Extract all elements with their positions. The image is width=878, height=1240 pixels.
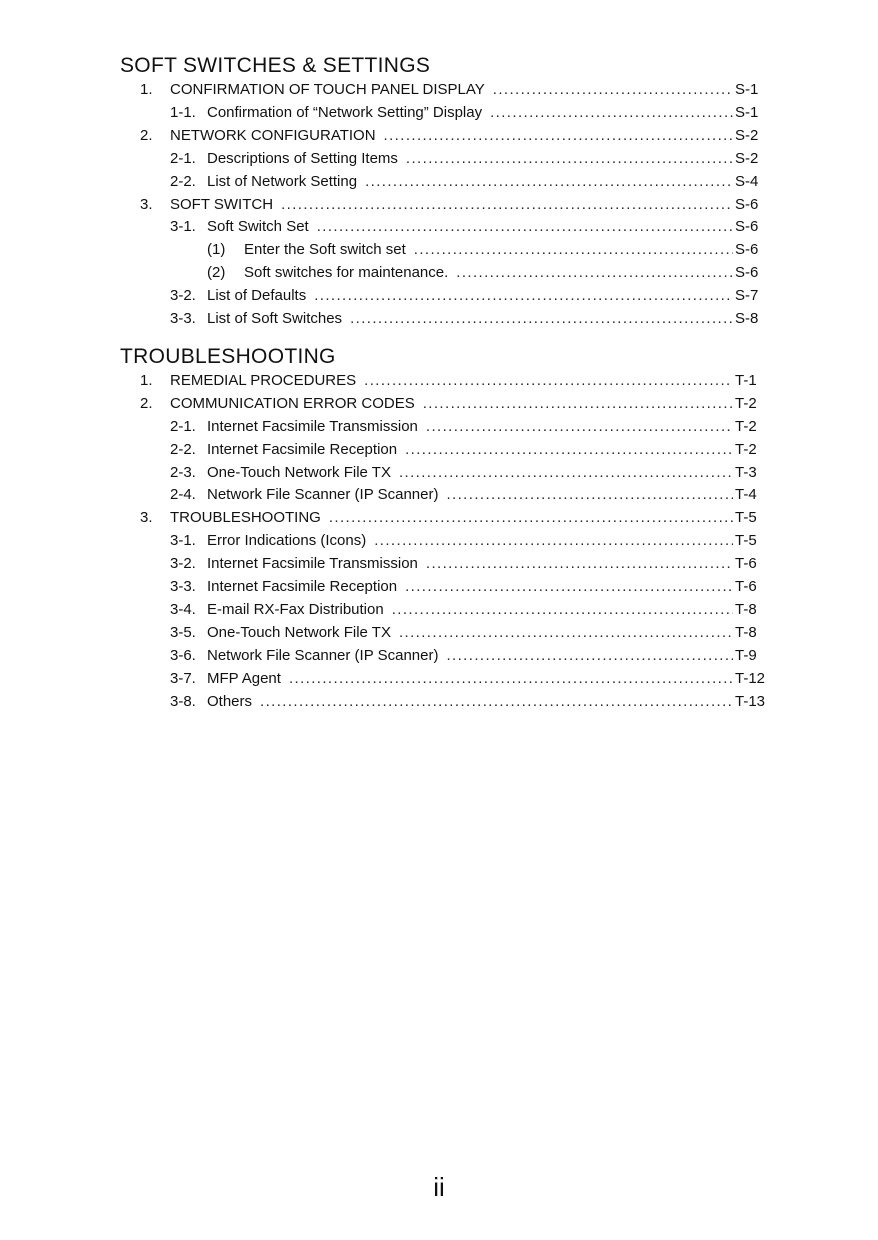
toc-entry-title: Soft Switch Set (207, 218, 309, 236)
toc-entry-page: T-2 (735, 394, 757, 412)
toc-entry-number: 2-1. (170, 417, 196, 435)
dot-leader (399, 623, 733, 643)
dot-leader (317, 217, 733, 237)
toc-entry-number: 2-3. (170, 463, 196, 481)
toc-entry-title: Network File Scanner (IP Scanner) (207, 646, 439, 664)
toc-entry-title: COMMUNICATION ERROR CODES (170, 394, 415, 412)
dot-leader (426, 554, 733, 574)
toc-entry-page: S-6 (735, 264, 759, 282)
dot-leader (493, 80, 733, 100)
toc-entry-title: NETWORK CONFIGURATION (170, 126, 376, 144)
toc-entry-number: 2. (140, 394, 153, 412)
toc-entry-page: T-8 (735, 623, 757, 641)
toc-entry-title: One-Touch Network File TX (207, 623, 391, 641)
dot-leader (314, 286, 733, 306)
toc-entry-number: 2-2. (170, 172, 196, 190)
toc-entry[interactable] (170, 309, 775, 329)
toc-entry-number: 3-7. (170, 669, 196, 687)
toc-entry[interactable] (170, 103, 775, 123)
toc-entry-page: T-5 (735, 509, 757, 527)
toc-entry-page: T-8 (735, 600, 757, 618)
toc-entry-number: 1-1. (170, 103, 196, 121)
toc-entry-title: REMEDIAL PROCEDURES (170, 371, 357, 389)
toc-entry[interactable] (170, 577, 775, 597)
toc-entry-title: Descriptions of Setting Items (207, 149, 398, 167)
toc-entry-title: Network File Scanner (IP Scanner) (207, 486, 439, 504)
toc-entry-page: S-6 (735, 241, 759, 259)
toc-entry[interactable] (170, 692, 775, 712)
toc-entry-page: S-1 (735, 103, 759, 121)
dot-leader (423, 394, 733, 414)
toc-entry[interactable] (170, 623, 775, 643)
toc-entry-page: T-6 (735, 578, 757, 595)
toc-entry-title: Soft switches for maintenance. (244, 264, 449, 282)
toc-entry-page: T-12 (735, 669, 766, 687)
toc-entry-title: List of Soft Switches (207, 310, 343, 327)
toc-entry-page: S-8 (735, 310, 759, 327)
dot-leader (406, 149, 733, 169)
toc-entry-page: T-1 (735, 371, 757, 389)
toc-entry[interactable] (170, 463, 775, 483)
dot-leader (490, 103, 733, 123)
toc-entry-page: S-7 (735, 287, 759, 305)
dot-leader (384, 126, 733, 146)
toc-entry-number: 3-4. (170, 600, 196, 618)
toc-entry-number: 3-5. (170, 623, 196, 641)
toc-entry-title: Others (207, 692, 253, 710)
toc-entry-title: Internet Facsimile Reception (207, 440, 398, 458)
page-number: ii (433, 1172, 445, 1202)
dot-leader (399, 463, 733, 483)
toc-entry-page: S-6 (735, 195, 759, 213)
toc-entry-page: S-2 (735, 149, 759, 167)
toc-entry-page: S-2 (735, 126, 759, 144)
toc-entry[interactable] (170, 440, 775, 460)
dot-leader (281, 195, 733, 215)
dot-leader (364, 371, 733, 391)
toc-entry[interactable] (140, 195, 775, 215)
toc-entry-number: 3-2. (170, 555, 196, 573)
toc-entry-number: 3-3. (170, 578, 196, 595)
toc-entry-page: S-6 (735, 218, 759, 236)
toc-entry-title: Error Indications (Icons) (207, 532, 367, 550)
toc-entry-title: CONFIRMATION OF TOUCH PANEL DISPLAY (170, 81, 485, 98)
toc-entry-title: One-Touch Network File TX (207, 463, 391, 481)
toc-entry[interactable] (140, 371, 775, 391)
toc-entry-title: List of Network Setting (207, 172, 358, 190)
dot-leader (446, 485, 733, 505)
toc-entry-number: 3. (140, 509, 153, 527)
toc-entry-page: T-4 (735, 486, 757, 504)
dot-leader (446, 646, 733, 666)
dot-leader (414, 240, 733, 260)
toc-entry-number: 2-4. (170, 486, 196, 504)
toc-entry-title: E-mail RX-Fax Distribution (207, 600, 384, 618)
toc-entry-title: SOFT SWITCH (170, 195, 274, 213)
toc-entry-page: T-2 (735, 417, 757, 435)
toc-entry[interactable] (170, 669, 775, 689)
toc-entry-page: T-5 (735, 532, 757, 550)
toc-entry[interactable] (207, 263, 775, 283)
dot-leader (374, 531, 733, 551)
toc-entry[interactable] (170, 600, 775, 620)
toc-entry-number: 3-8. (170, 692, 196, 710)
toc-entry[interactable] (170, 554, 775, 574)
toc-entry[interactable] (207, 240, 775, 260)
dot-leader (426, 417, 733, 437)
section-heading: TROUBLESHOOTING (120, 344, 336, 368)
toc-entry[interactable] (140, 394, 775, 414)
toc-entry-number: 2-2. (170, 440, 196, 458)
toc-entry-page: T-6 (735, 555, 757, 573)
dot-leader (365, 172, 733, 192)
toc-entry[interactable] (140, 508, 775, 528)
toc-entry[interactable] (140, 80, 775, 100)
toc-entry[interactable] (170, 417, 775, 437)
dot-leader (329, 508, 733, 528)
toc-entry-number: 2-1. (170, 149, 196, 167)
toc-entry[interactable] (170, 286, 775, 306)
dot-leader (405, 440, 733, 460)
toc-entry[interactable] (170, 217, 775, 237)
dot-leader (350, 309, 733, 329)
toc-entry-number: 3-1. (170, 532, 196, 550)
toc-entry-number: 2. (140, 126, 153, 144)
toc-entry-page: T-13 (735, 692, 766, 710)
dot-leader (405, 577, 733, 597)
toc-entry-title: Enter the Soft switch set (244, 241, 406, 259)
toc-entry-page: S-1 (735, 81, 759, 98)
toc-entry-page: T-2 (735, 440, 757, 458)
toc-entry-page: T-9 (735, 646, 757, 664)
toc-entry-number: (2) (207, 264, 226, 282)
dot-leader (289, 669, 733, 689)
toc-entry-title: Internet Facsimile Reception (207, 578, 398, 595)
toc-entry[interactable] (170, 646, 775, 666)
toc-entry-title: List of Defaults (207, 287, 307, 305)
toc-entry-page: S-4 (735, 172, 759, 190)
toc-entry-number: 1. (140, 371, 153, 389)
toc-entry-number: 1. (140, 81, 153, 98)
dot-leader (392, 600, 733, 620)
toc-entry-title: Confirmation of “Network Setting” Display (207, 103, 483, 121)
toc-entry-title: Internet Facsimile Transmission (207, 555, 418, 573)
toc-entry[interactable] (140, 126, 775, 146)
toc-entry-title: Internet Facsimile Transmission (207, 417, 418, 435)
section-heading: SOFT SWITCHES & SETTINGS (120, 54, 431, 77)
toc-entry-title: MFP Agent (207, 669, 281, 687)
toc-entry-number: 3-6. (170, 646, 196, 664)
toc-entry-title: TROUBLESHOOTING (170, 509, 321, 527)
toc-entry-page: T-3 (735, 463, 757, 481)
toc-entry[interactable] (170, 485, 775, 505)
toc-entry[interactable] (170, 172, 775, 192)
toc-entry[interactable] (170, 149, 775, 169)
toc-entry-number: 3-1. (170, 218, 196, 236)
toc-entry[interactable] (170, 531, 775, 551)
toc-entry-number: 3-2. (170, 287, 196, 305)
dot-leader (260, 692, 733, 712)
toc-entry-number: 3-3. (170, 310, 196, 327)
toc-entry-number: 3. (140, 195, 153, 213)
dot-leader (456, 263, 733, 283)
toc-entry-number: (1) (207, 241, 226, 259)
